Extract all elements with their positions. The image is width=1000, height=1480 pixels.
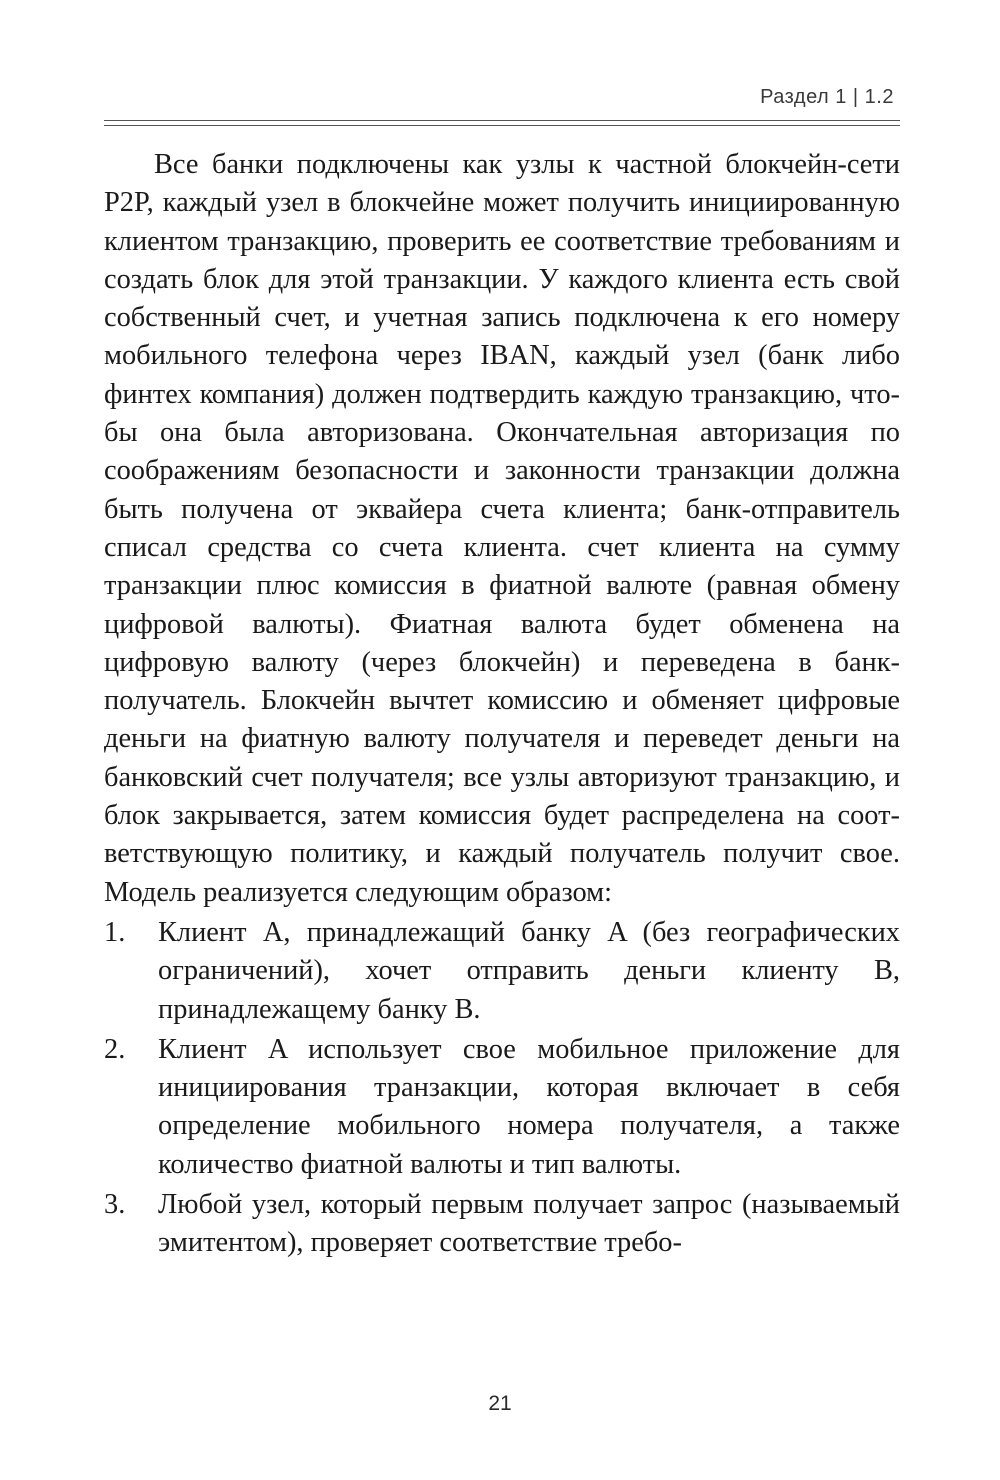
numbered-list: [104, 914, 900, 1263]
list-item-text: Любой узел, который первым получает запрос (называемый эмитентом), проверяет соответствие требо-: [158, 1189, 900, 1259]
list-item-number: 1.: [104, 916, 126, 948]
body-paragraph: Все банки подключены как узлы к частной блокчейн-сети P2P, каждый узел в блокчейне может получить инициированную клиентом транзакцию, проверить ее соответствие требованиям и создать блок для этой транзакции. У каждого клиента есть свой собственный счет, и учетная запись подключена к его номеру мобильного телефона через IBAN, каждый узел (банк либо финтех компания) должен подтвердить каждую транзакцию, чтобы она была авторизована. Окончательная авторизация по соображениям безопасности и законности транзакции должна быть получена от эквайера счета клиента; банк-отправитель списал средства со счета клиента. счет клиента на сумму транзакции плюс комиссия в фиатной валюте (равная обмену цифровой валюты). Фиатная валюта будет обменена на цифровую валюту (через блокчейн) и переведена в банк-получатель. Блокчейн вычтет комиссию и обменяет цифровые деньги на фиатную валюту получателя и переведет деньги на банковский счет получателя; все узлы авторизуют транзакцию, и блок закрывается, затем комиссия будет распределена на соответствующую политику, и каждый получатель получит свое. Модель реализуется следующим образом:: [104, 149, 900, 908]
main-text: [104, 146, 900, 1263]
list-item: [104, 1031, 900, 1184]
list-item-text: Клиент A, принадлежащий банку A (без географических ограничений), хочет отправить деньги клиенту B, принадлежащему банку B.: [158, 916, 900, 1025]
page-number: 21: [488, 1392, 512, 1415]
list-item: [104, 1186, 900, 1263]
list-item-text: Клиент A использует свое мобильное приложение для инициирования транзакции, которая включает в себя определение мобильного номера получателя, а также количество фиатной валюты и тип валюты.: [158, 1033, 900, 1180]
list-item: [104, 914, 900, 1029]
header-rule: [104, 120, 900, 126]
list-item-number: 2.: [104, 1033, 126, 1065]
running-header: Раздел 1 | 1.2: [760, 86, 894, 108]
list-item-number: 3.: [104, 1189, 126, 1221]
